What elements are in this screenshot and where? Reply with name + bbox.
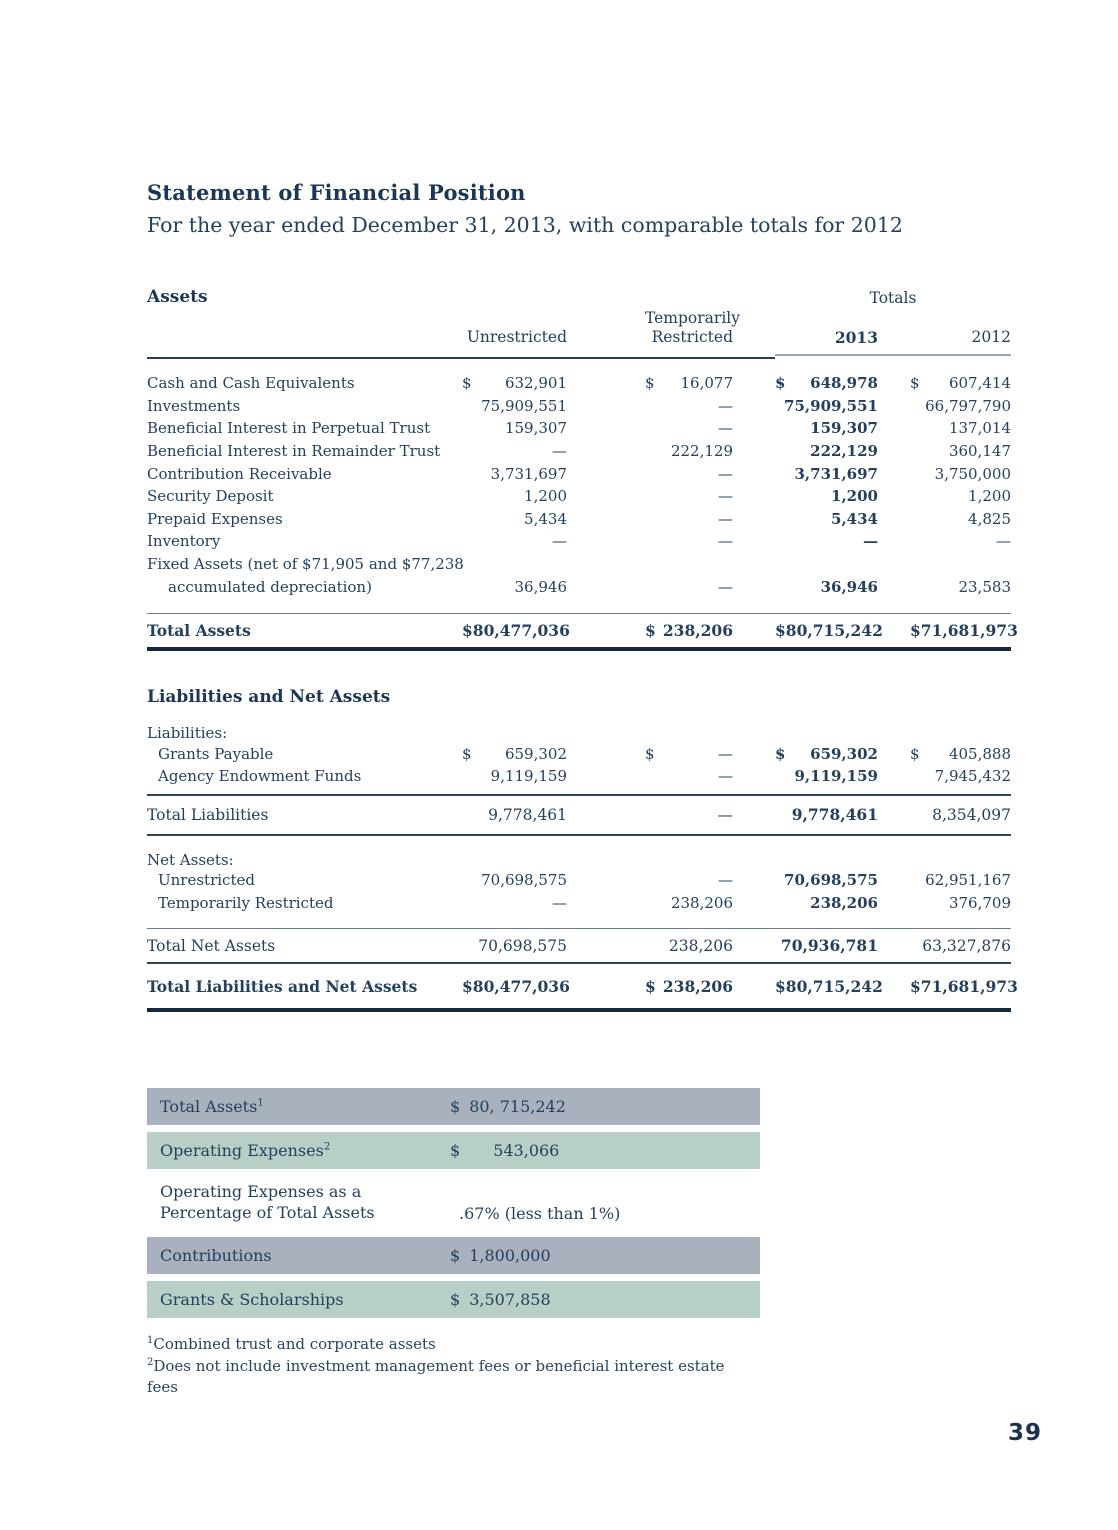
- row-label: Unrestricted: [158, 870, 255, 889]
- table-row: Cash and Cash Equivalents $ 632,901 $ 16,077 $ 648,978 $ 607,414: [147, 374, 1011, 393]
- summary-row-contributions: Contributions $ 1,800,000: [147, 1237, 760, 1274]
- divider: [147, 834, 1011, 836]
- summary-row-operating-expenses: Operating Expenses$^2$ $ 543,066: [147, 1132, 760, 1169]
- row-label: Total Net Assets: [147, 936, 276, 955]
- row-label: Agency Endowment Funds: [158, 767, 362, 786]
- row-label: Inventory: [147, 532, 221, 551]
- total-assets-row: Total Assets $ 80,477,036 $ 238,206 $ 80,715,242 $ 71,681,973: [147, 621, 1018, 641]
- table-row: Contribution Receivable 3,731,697 — 3,731,697 3,750,000: [147, 464, 1011, 483]
- column-header-2013: 2013: [834, 328, 878, 347]
- table-row: Grants Payable $ 659,302 $ — $ 659,302 $ 405,888: [147, 742, 1011, 765]
- liabilities-label: Liabilities:: [147, 724, 228, 743]
- row-label: Cash and Cash Equivalents: [147, 374, 355, 393]
- table-row: Prepaid Expenses 5,434 — 5,434 4,825: [147, 509, 1011, 528]
- column-header-unrestricted: Unrestricted: [466, 328, 567, 346]
- summary-label: Grants & Scholarships: [160, 1290, 344, 1310]
- row-label: Grants Payable: [158, 744, 274, 763]
- table-row: Agency Endowment Funds 9,119,159 — 9,119,159 7,945,432: [147, 765, 1011, 788]
- footnote-2: $^2$Does not include investment management fees or beneficial interest estate fees: [147, 1356, 725, 1397]
- page-title: Statement of Financial Position: [147, 180, 526, 205]
- net-assets-label: Net Assets:: [147, 850, 234, 869]
- row-label: Prepaid Expenses: [147, 509, 283, 528]
- row-label: Temporarily Restricted: [158, 893, 334, 912]
- summary-label: Contributions: [160, 1246, 272, 1266]
- table-row: Inventory — — — —: [147, 532, 1011, 551]
- table-row: Investments 75,909,551 — 75,909,551 66,797,790: [147, 396, 1011, 415]
- row-label: Investments: [147, 396, 241, 415]
- row-label: Fixed Assets (net of $71,905 and $77,238: [147, 555, 464, 574]
- table-row: [147, 553, 1011, 576]
- page-content: [147, 0, 1018, 1399]
- total-net-assets-row: Total Net Assets 70,698,575 238,206 70,936,781 63,327,876: [147, 936, 1011, 956]
- temp-restricted-line2: Restricted: [651, 328, 733, 346]
- footnote-1: $^1$Combined trust and corporate assets: [147, 1335, 436, 1354]
- assets-body: [147, 372, 1011, 598]
- page-number: 39: [1007, 1420, 1042, 1446]
- row-label: Total Assets: [147, 621, 251, 641]
- column-header-2012: 2012: [971, 328, 1011, 346]
- table-row: accumulated depreciation) 36,946 — 36,946 23,583: [147, 575, 1011, 598]
- table-row: Unrestricted 70,698,575 — 70,698,575 62,951,167: [147, 869, 1011, 892]
- totals-heading: Totals: [869, 289, 917, 307]
- footnotes: [147, 1334, 760, 1399]
- table-row: Beneficial Interest in Remainder Trust — 222,129 222,129 360,147: [147, 442, 1011, 461]
- row-label: accumulated depreciation): [168, 577, 372, 596]
- total-liabilities-row: Total Liabilities 9,778,461 — 9,778,461 8,354,097: [147, 805, 1011, 825]
- page-subtitle: For the year ended December 31, 2013, with comparable totals for 2012: [147, 213, 903, 237]
- table-row: Temporarily Restricted — 238,206 238,206 376,709: [147, 891, 1011, 914]
- summary-row-grants-scholarships: Grants & Scholarships $ 3,507,858: [147, 1281, 760, 1318]
- summary-row-percentage: Operating Expenses as a Percentage of Total Assets .67% (less than 1%): [160, 1182, 621, 1224]
- summary-label: Operating Expenses$^2$: [160, 1141, 331, 1161]
- row-label: Security Deposit: [147, 487, 274, 506]
- table-header-row-2: [147, 309, 1011, 347]
- summary-label: Operating Expenses as a Percentage of Total Assets: [160, 1182, 375, 1223]
- summary-row-total-assets: Total Assets$^1$ $ 80, 715,242: [147, 1088, 760, 1125]
- column-header-temporarily-restricted: [645, 309, 740, 347]
- temp-restricted-line1: Temporarily: [645, 309, 740, 327]
- divider-thick: [147, 647, 1011, 651]
- row-label: Beneficial Interest in Remainder Trust: [147, 442, 441, 461]
- divider-thick: [147, 1008, 1011, 1012]
- row-label: Total Liabilities and Net Assets: [147, 976, 418, 996]
- header-rule-dark: [147, 357, 775, 359]
- totals-underline: [775, 354, 1011, 356]
- liabilities-net-assets-heading: Liabilities and Net Assets: [147, 687, 391, 708]
- header-rule: [147, 354, 1011, 360]
- assets-heading: Assets: [147, 287, 208, 307]
- row-label: Beneficial Interest in Perpetual Trust: [147, 419, 431, 438]
- row-label: Total Liabilities: [147, 805, 269, 824]
- table-row: Beneficial Interest in Perpetual Trust 159,307 — 159,307 137,014: [147, 419, 1011, 438]
- table-row: Security Deposit 1,200 — 1,200 1,200: [147, 487, 1011, 506]
- row-label: Contribution Receivable: [147, 464, 332, 483]
- table-header-row-1: [147, 287, 1011, 307]
- total-liabilities-net-assets-row: Total Liabilities and Net Assets $ 80,477,036 $ 238,206 $ 80,715,242 $ 71,681,973: [147, 976, 1018, 996]
- summary-section: [147, 1088, 760, 1399]
- summary-label: Total Assets$^1$: [160, 1097, 264, 1117]
